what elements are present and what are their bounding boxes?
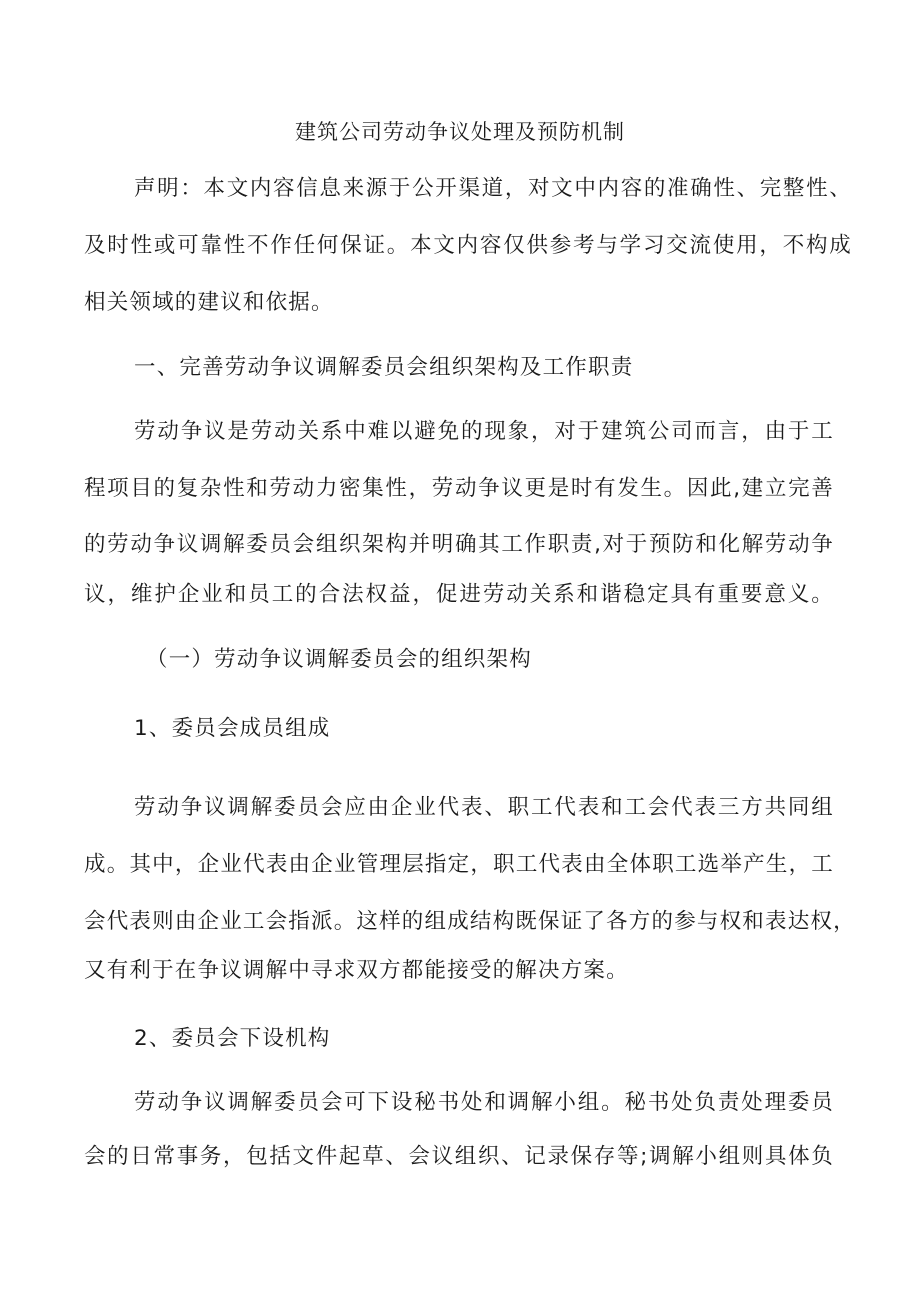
section1-para-line-4: 议，维护企业和员工的合法权益，促进劳动关系和谐稳定具有重要意义。 bbox=[84, 582, 834, 607]
item1-para-line-1: 劳动争议调解委员会应由企业代表、职工代表和工会代表三方共同组 bbox=[134, 795, 834, 820]
subsection1-heading: （一）劳动争议调解委员会的组织架构 bbox=[146, 647, 532, 672]
item1-para-line-3: 会代表则由企业工会指派。这样的组成结构既保证了各方的参与权和表达权， bbox=[84, 909, 856, 934]
item1-heading: 1、委员会成员组成 bbox=[134, 716, 331, 741]
section1-heading: 一、完善劳动争议调解委员会组织架构及工作职责 bbox=[134, 355, 634, 380]
item2-para-line-1: 劳动争议调解委员会可下设秘书处和调解小组。秘书处负责处理委员 bbox=[134, 1090, 834, 1115]
section1-para-line-1: 劳动争议是劳动关系中难以避免的现象，对于建筑公司而言，由于工 bbox=[134, 419, 834, 444]
section1-para-line-2: 程项目的复杂性和劳动力密集性，劳动争议更是时有发生。因此,建立完善 bbox=[84, 476, 834, 501]
item1-para-line-4: 又有利于在争议调解中寻求双方都能接受的解决方案。 bbox=[84, 958, 629, 983]
section1-para-line-3: 的劳动争议调解委员会组织架构并明确其工作职责,对于预防和化解劳动争 bbox=[84, 532, 834, 557]
disclaimer-line-2: 及时性或可靠性不作任何保证。本文内容仅供参考与学习交流使用，不构成 bbox=[84, 233, 852, 258]
disclaimer-line-1: 声明：本文内容信息来源于公开渠道，对文中内容的准确性、完整性、 bbox=[134, 176, 852, 201]
document-title: 建筑公司劳动争议处理及预防机制 bbox=[295, 120, 625, 144]
item1-para-line-2: 成。其中，企业代表由企业管理层指定，职工代表由全体职工选举产生，工 bbox=[84, 852, 834, 877]
item2-para-line-2: 会的日常事务，包括文件起草、会议组织、记录保存等;调解小组则具体负 bbox=[84, 1144, 834, 1169]
item2-heading: 2、委员会下设机构 bbox=[134, 1026, 331, 1051]
disclaimer-line-3: 相关领域的建议和依据。 bbox=[84, 290, 334, 315]
